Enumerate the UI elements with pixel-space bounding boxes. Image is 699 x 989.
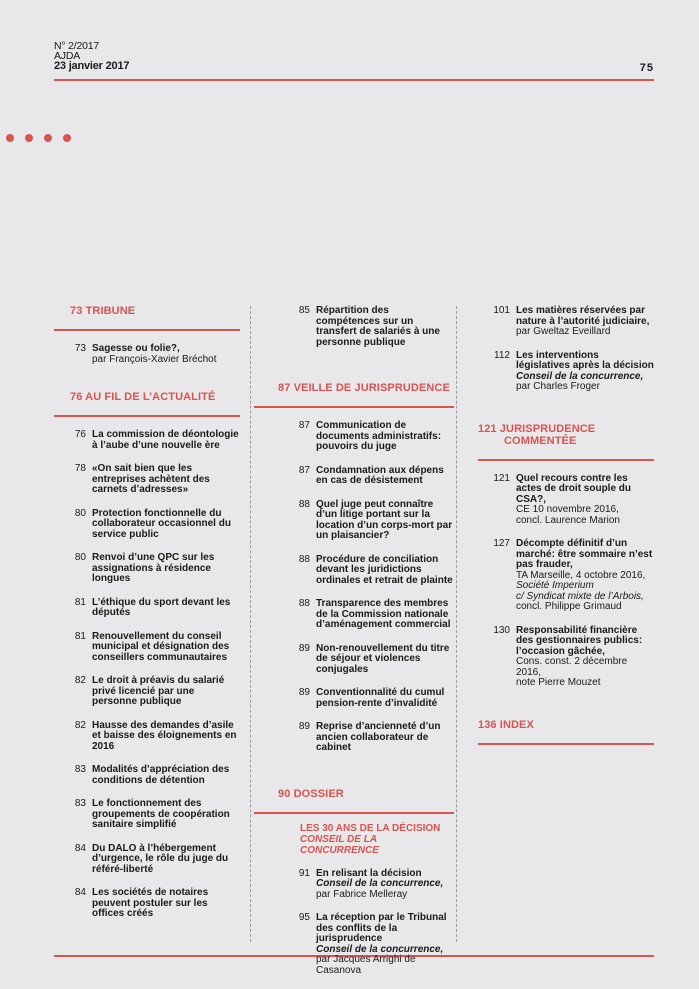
entry-reference-italic: c/ Syndicat mixte de l’Arbois, <box>516 590 644 602</box>
dossier-subheading <box>278 823 454 856</box>
entry-page: 76 <box>74 429 86 440</box>
toc-entry[interactable] <box>278 500 454 542</box>
entry-page: 84 <box>74 842 86 854</box>
decorative-dots <box>6 134 71 142</box>
entry-page: 78 <box>74 463 86 474</box>
toc-entry[interactable] <box>478 626 654 689</box>
entry-title: Les interventions législatives après la décision <box>516 349 654 371</box>
entry-page: 89 <box>298 642 310 654</box>
entry-title: La réception par le Tribunal des conflits de la jurisprudence <box>316 912 447 944</box>
entry-page: 95 <box>298 912 310 923</box>
dot-icon <box>25 134 33 142</box>
entry-title: Le fonctionnement des groupements de coopération sanitaire simplifié <box>92 798 230 830</box>
entry-title: Quel juge peut connaître d’un litige portant sur la location d’un corps-mort par un plaisancier? <box>316 498 453 541</box>
section-heading[interactable]: 87 VEILLE DE JURISPRUDENCE <box>278 382 450 394</box>
section-heading-line: COMMENTÉE <box>504 434 577 447</box>
entry-page: 91 <box>298 867 310 879</box>
entry-page: 85 <box>298 305 310 316</box>
entry-title: La commission de déontologie à l’aube d’une nouvelle ère <box>92 429 239 451</box>
dot-icon <box>44 134 52 142</box>
toc-entry[interactable] <box>278 722 454 754</box>
entry-title: Responsabilité financière des gestionnaires publics: l’occasion gâchée, <box>516 624 643 657</box>
entry-page: 73 <box>74 343 86 354</box>
entry-title: Protection fonctionnelle du collaborateur occasionnel du service public <box>92 507 231 540</box>
entry-page: 87 <box>298 464 310 476</box>
entry-page: 89 <box>298 721 310 732</box>
journal-name: AJDA <box>54 50 81 62</box>
entry-title: Renouvellement du conseil municipal et désignation des conseillers communautaires <box>92 630 230 663</box>
entry-page: 81 <box>74 630 86 642</box>
toc-entry[interactable] <box>54 430 240 451</box>
column-divider <box>250 306 251 942</box>
entry-title: Le droit à préavis du salarié privé licencié par une personne publique <box>92 675 225 707</box>
toc-entry[interactable] <box>54 765 240 786</box>
entry-reference: TA Marseille, 4 octobre 2016, <box>516 569 646 581</box>
entry-title: L’éthique du sport devant les députés <box>92 596 231 618</box>
entry-author: par Jacques Arrighi de Casanova <box>316 954 416 976</box>
entry-title: Décompte définitif d’un marché: être sommaire n’est pas frauder, <box>516 538 653 570</box>
entry-page: 121 <box>493 472 510 484</box>
toc-entry[interactable] <box>478 351 654 393</box>
entry-title-italic: Conseil de la concurrence, <box>316 878 444 889</box>
entry-title: En relisant la décision <box>316 867 422 879</box>
entry-page: 88 <box>298 498 310 510</box>
toc-entry[interactable] <box>54 632 240 664</box>
page-number: 75 <box>639 62 654 74</box>
dot-icon <box>63 134 71 142</box>
entry-title: Modalités d’appréciation des conditions de détention <box>92 764 230 786</box>
entry-title-italic: Conseil de la concurrence, <box>316 943 444 955</box>
issue-date: 23 janvier 2017 <box>54 60 130 72</box>
entry-reference: concl. Philippe Grimaud <box>516 601 622 612</box>
section-rule <box>254 812 454 814</box>
entry-author: par Gweltaz Eveillard <box>516 326 611 337</box>
entry-page: 130 <box>493 624 510 636</box>
entry-reference-italic: Société Imperium <box>516 580 594 591</box>
entry-page: 84 <box>74 887 86 898</box>
issue-number: N° 2/2017 <box>54 40 100 52</box>
entry-title: Renvoi d’une QPC sur les assignations à résidence longues <box>92 552 215 584</box>
subheading-line: CONSEIL DE LA CONCURRENCE <box>300 833 379 856</box>
entry-page: 83 <box>74 764 86 775</box>
column-divider <box>456 306 457 942</box>
toc-entry[interactable] <box>54 598 240 619</box>
header-rule <box>54 79 654 81</box>
entry-page: 80 <box>74 552 86 563</box>
section-heading[interactable]: 90 DOSSIER <box>278 787 344 800</box>
entry-title: Non-renouvellement du titre de séjour et violences conjugales <box>316 642 450 675</box>
toc-entry[interactable] <box>54 799 240 831</box>
section-rule <box>54 415 240 417</box>
entry-title: Du DALO à l’hébergement d’urgence, le rôle du juge du référé-liberté <box>92 842 229 875</box>
toc-entry[interactable] <box>478 539 654 613</box>
toc-column-2 <box>278 306 454 976</box>
entry-page: 112 <box>494 349 510 361</box>
toc-entry[interactable] <box>478 474 654 527</box>
entry-reference: Cons. const. 2 décembre 2016, <box>516 656 628 678</box>
entry-page: 81 <box>74 596 86 608</box>
toc-entry[interactable] <box>278 421 454 453</box>
section-heading-line: 121 JURISPRUDENCE <box>478 422 596 435</box>
toc-entry[interactable] <box>54 464 240 496</box>
entry-reference: note Pierre Mouzet <box>516 677 601 688</box>
entry-title: Hausse des demandes d’asile et baisse des éloignements en 2016 <box>92 719 237 752</box>
entry-page: 82 <box>74 719 86 731</box>
entry-title: Les sociétés de notaires peuvent postuler sur les offices créés <box>92 887 209 919</box>
entry-title: Communication de documents administratifs: pouvoirs du juge <box>316 420 442 452</box>
toc-entry[interactable] <box>278 688 454 709</box>
toc-entry[interactable] <box>54 509 240 541</box>
toc-entry[interactable] <box>54 676 240 708</box>
toc-column-3 <box>478 306 654 745</box>
toc-entry[interactable] <box>278 306 454 348</box>
entry-title: Quel recours contre les actes de droit souple du CSA?, <box>516 472 632 505</box>
toc-entry[interactable] <box>278 599 454 631</box>
entry-page: 88 <box>298 553 310 565</box>
entry-title-italic: Conseil de la concurrence, <box>516 370 644 382</box>
section-rule <box>54 329 240 331</box>
entry-author: par Charles Froger <box>516 381 600 392</box>
section-heading[interactable]: 73 TRIBUNE <box>70 305 136 317</box>
dot-icon <box>6 134 14 142</box>
section-heading[interactable]: 76 AU FIL DE L’ACTUALITÉ <box>70 391 216 403</box>
entry-title: Procédure de conciliation devant les juridictions ordinales et retrait de plainte <box>316 553 453 586</box>
toc-entry[interactable] <box>278 869 454 901</box>
entry-page: 87 <box>298 420 310 431</box>
entry-title: Conventionnalité du cumul pension-rente d’invalidité <box>316 687 445 709</box>
entry-title: Reprise d’ancienneté d’un ancien collaborateur de cabinet <box>316 721 441 753</box>
entry-author: par François-Xavier Bréchot <box>92 353 217 365</box>
entry-title: «On sait bien que les entreprises achètent des carnets d’adresses» <box>92 463 210 495</box>
entry-page: 83 <box>74 798 86 809</box>
toc-entry[interactable] <box>478 306 654 338</box>
entry-reference: CE 10 novembre 2016, <box>516 504 619 515</box>
entry-page: 127 <box>493 538 510 549</box>
entry-page: 101 <box>493 305 510 316</box>
toc-entry[interactable] <box>54 344 240 365</box>
toc-entry[interactable] <box>54 553 240 585</box>
entry-title: Condamnation aux dépens en cas de désistement <box>316 464 444 486</box>
entry-author: par Fabrice Melleray <box>316 888 408 900</box>
section-rule <box>254 406 454 408</box>
subheading-line: LES 30 ANS DE LA DÉCISION <box>300 822 441 834</box>
toc-entry[interactable] <box>54 888 240 920</box>
toc-entry[interactable] <box>278 466 454 487</box>
toc-entry[interactable] <box>54 721 240 753</box>
entry-title: Répartition des compétences sur un transfert de salariés à une personne publique <box>316 305 440 348</box>
toc-entry[interactable] <box>278 913 454 976</box>
toc-entry[interactable] <box>278 555 454 587</box>
entry-page: 82 <box>74 675 86 686</box>
toc-entry[interactable] <box>278 644 454 676</box>
section-heading[interactable]: 136 INDEX <box>478 718 534 731</box>
toc-column-1 <box>54 305 240 920</box>
section-rule <box>478 743 654 745</box>
entry-reference: concl. Laurence Marion <box>516 514 620 526</box>
entry-page: 80 <box>74 507 86 519</box>
issue-header <box>54 41 129 71</box>
entry-page: 89 <box>298 687 310 698</box>
entry-title: Sagesse ou folie?, <box>92 343 180 354</box>
entry-title: Les matières réservées par nature à l’autorité judiciaire, <box>516 305 650 327</box>
section-heading[interactable] <box>478 423 654 447</box>
entry-title: Transparence des membres de la Commission nationale d’aménagement commercial <box>316 598 451 630</box>
section-rule <box>478 459 654 461</box>
toc-entry[interactable] <box>54 844 240 876</box>
entry-page: 88 <box>298 598 310 609</box>
